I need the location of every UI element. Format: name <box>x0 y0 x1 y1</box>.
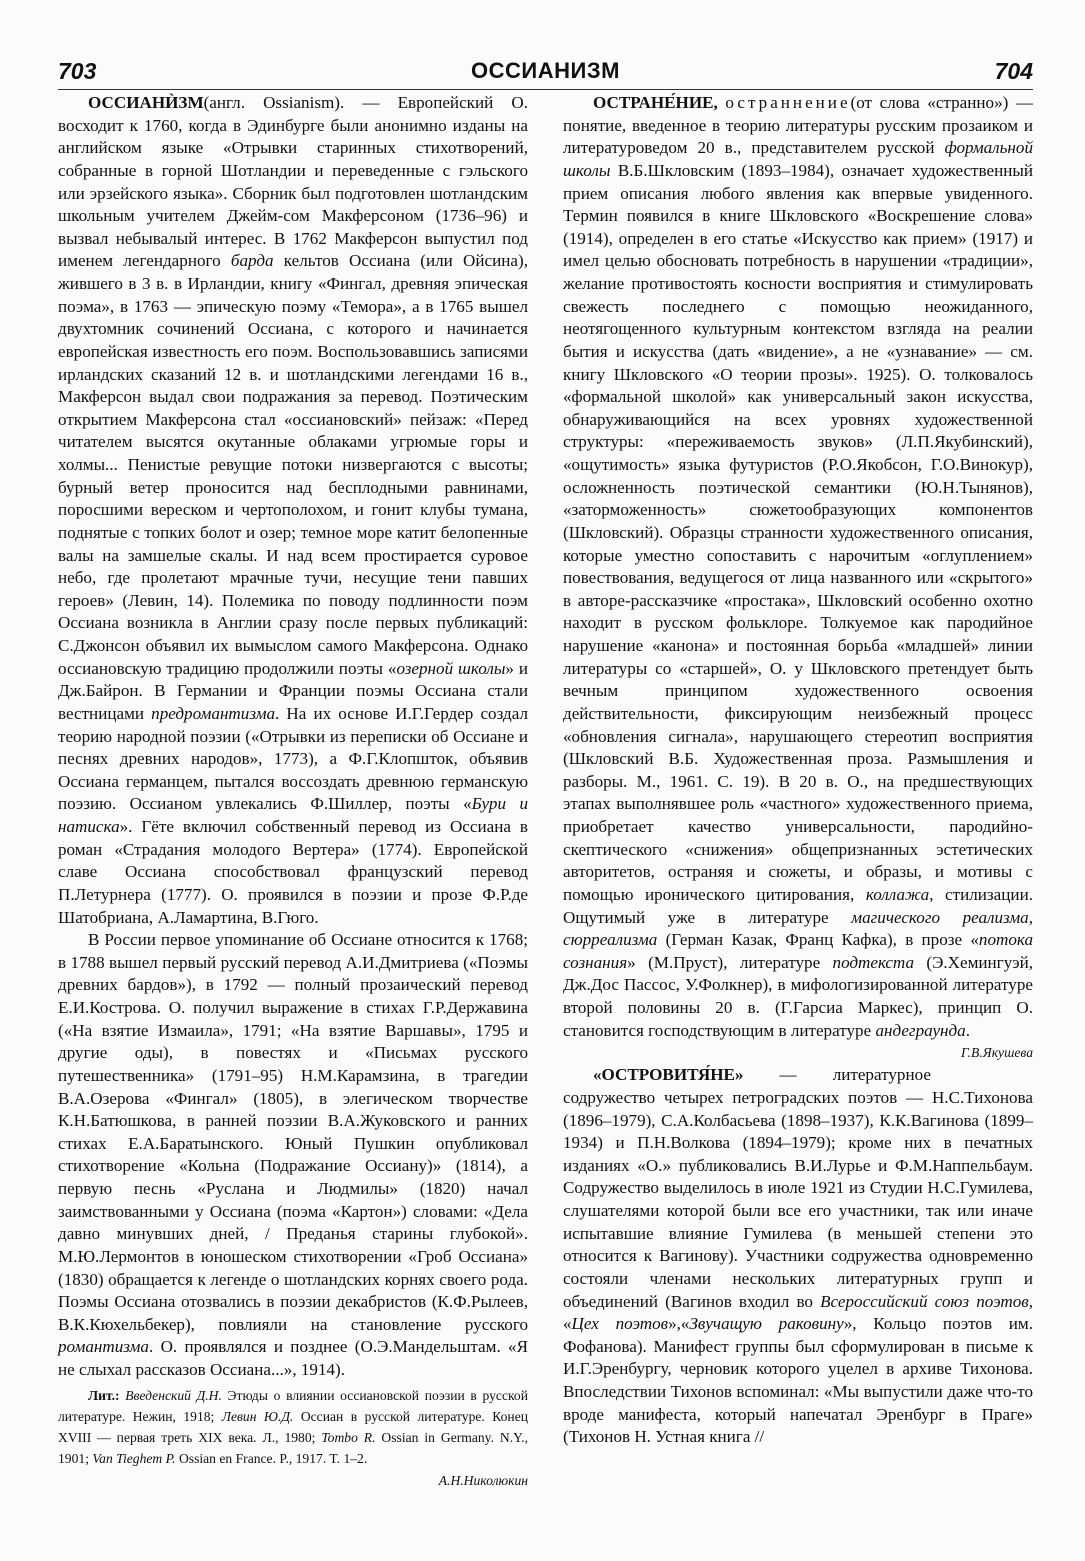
page-number-left: 703 <box>58 58 97 84</box>
article-ostranenie: ОСТРАНЕ́НИЕ, остраннение(от слова «странно») — понятие, введенное в теорию литературы русским прозаиком и литературоведом 20 в., представителем русской формальной школы В.Б.Шкловским (1893–1984), означает художественный прием описания любого явления как впервые увиденного. Термин появился в книге Шкловского «Воскрешение слова» (1914), определен в его статье «Искусство как прием» (1917) и имел целью обосновать потребность в нарушении «традиции», желание противостоять косности восприятия и стимулировать свежесть последнего с помощью неожиданного, неотягощенного культурным контекстом взгляда на реалии бытия и искусства (дать «видение», а не «узнавание» — см. книгу Шкловского «О теории прозы». 1925). О. толковалось «формальной школой» как универсальный закон искусства, обнаруживающийся на всех уровнях художественной структуры: «переживаемость звуков» (Л.П.Якубинский), «ощутимость» языка футуристов (Р.О.Якобсон, Г.О.Винокур), осложненность поэтической семантики (Ю.Н.Тынянов), «заторможенность» сюжетообразующих компонентов (Шкловский). Образцы странности художественного описания, которые уместно сопоставить с нарочитым «оглуплением» повествования, ведущегося от лица названного или «скрытого» в авторе-рассказчике «простака», Шкловский особенно охотно находит в русском фольклоре. Толкуемое как пародийное нарушение «канона» и постоянная борьба «младшей» линии литературы со «старшей», О. у Шкловского претендует быть вечным принципом художественного освоения действительности, фиксирующим неизбежный процесс «обновления сигнала», нарушающего стереотип восприятия (Шкловский В.Б. Художественная проза. Размышления и разборы. М., 1961. С. 19). В 20 в. О., на предшествующих этапах выполнявшее роль «частного» художественного приема, приобретает качество универсальности, пародийно-скептического «снижения» общепризнанных эстетических авторитетов, остраняя и сюжеты, и образы, и мотивы с помощью иронического цитирования, коллажа, стилизации. Ощутимый уже в литературе магического реализма, сюрреализма (Герман Казак, Франц Кафка), в прозе «потока сознания» (М.Пруст), литературе подтекста (Э.Хемингуэй, Дж.Дос Пассос, У.Фолкнер), в мифологизированной литературе второй половины 20 в. (Г.Гарсиа Маркес), принцип О. становится господствующим в литературе андеграунда. Г.В.Якушева <box>563 92 1033 1042</box>
headword-ossianism: ОССИАНЍЗМ <box>88 93 204 112</box>
right-column <box>563 92 1033 1493</box>
article-ossianism-p2: В России первое упоминание об Оссиане относится к 1768; в 1788 вышел первый русский перевод А.И.Дмитриева («Поэмы древних бардов»), в 1792 — полный прозаический перевод Е.И.Кострова. О. получил выражение в стихах Г.Р.Державина («На взятие Измаила», 1791; «На взятие Варшавы», 1795 и другие оды), в повестях и «Письмах русского путешественника» (1791–95) Н.М.Карамзина, в трагедии В.А.Озерова «Фингал» (1805), в элегическом творчестве К.Н.Батюшкова, в ранней поэзии В.А.Жуковского и ранних стихах Е.А.Баратынского. Юный Пушкин опубликовал стихотворение «Кольна (Подражание Оссиану)» (1814), а первую песнь «Руслана и Людмилы» (1820) начал заимствованными у Оссиана (поэма «Картон») словами: «Дела давно минувших дней, / Преданья старины глубокой». М.Ю.Лермонтов в юношеском стихотворении «Гроб Оссиана» (1830) обращается к легенде о шотландских корнях своего рода. Поэмы Оссиана отозвались в поэзии декабристов (К.Ф.Рылеев, В.К.Кюхельбекер), повлияли на становление русского романтизма. О. проявлялся и позднее (О.Э.Мандельштам. «Я не слыхал рассказов Оссиана...», 1914). <box>58 930 528 1379</box>
running-head <box>58 58 1033 90</box>
running-title: ОССИАНИЗМ <box>471 58 620 83</box>
header-rule <box>58 89 1033 90</box>
left-column <box>58 92 528 1493</box>
text-columns <box>58 92 1033 1493</box>
literature-list: Лит.: Введенский Д.Н. Этюды о влиянии оссиановской поэзии в русской литературе. Нежин, 1918; Левин Ю.Д. Оссиан в русской литературе. Конец XVIII — первая треть XIX века. Л., 1980; Tombo R. Ossian in Germany. N.Y., 1901; Van Tieghem P. Ossian en France. P., 1917. T. 1–2. <box>58 1387 529 1466</box>
headword-ostrovityane: «ОСТРОВИТЯ́НЕ» <box>593 1065 744 1085</box>
page-number-right: 704 <box>994 58 1033 84</box>
headword-variant: остраннение <box>725 93 851 112</box>
headword-ostranenie: ОСТРАНЕ́НИЕ, <box>593 93 718 112</box>
article-ostrovityane: «ОСТРОВИТЯ́НЕ» — литературное содружество четырех петроградских поэтов — Н.С.Тихонова (1896–1979), С.А.Колбасьева (1898–1937), К.К.Вагинова (1899–1934) и П.Н.Волкова (1894–1979); кроме них в печатных изданиях «О.» публиковались В.И.Лурье и Ф.М.Наппельбаум. Содружество выделилось в июле 1921 из Студии Н.С.Гумилева, слушателями которой были все его участники, так или иначе испытавшие влияние Гумилева (в меньшей степени это относится к Вагинову). Участники содружества одновременно состояли членами нескольких литературных групп и объединений (Вагинов входил во Всероссийский союз поэтов, «Цех поэтов»,«Звучащую раковину», Кольцо поэтов им. Фофанова). Манифест группы был сформулирован в письме к И.Г.Эренбургу, черновик которого уцелел в архиве Тихонова. Впоследствии Тихонов вспоминал: «Мы выпустили даже что-то вроде манифеста, который напечатал Эренбург в Праге» (Тихонов Н. Устная книга // <box>563 1065 1033 1447</box>
author-signature: Г.В.Якушева <box>960 1045 1033 1061</box>
author-signature: А.Н.Николюкин <box>438 1472 528 1488</box>
article-ossianism-p1: ОССИАНЍЗМ(англ. Ossianism). — Европейский О. восходит к 1760, когда в Эдинбурге были анонимно изданы на английском языке «Отрывки старинных стихотворений, собранные в горной Шотландии и переведенные с гэльского или эрзейского языка». Сборник был подготовлен шотландским школьным учителем Джейм-сом Макферсоном (1736–96) и вызвал небывалый интерес. В 1762 Макферсон выпустил под именем легендарного барда кельтов Оссиана (или Ойсина), жившего в 3 в. в Ирландии, книгу «Фингал, древняя эпическая поэма», в 1763 — эпическую поэму «Темора», а в 1765 вышел двухтомник сочинений Оссиана, с которого и начинается европейская известность его поэм. Воспользовавшись записями ирландских сказаний 12 в. и шотландскими легендами 16 в., Макферсон выдал свои подражания за перевод. Поэтическим открытием Макферсона стал «оссиановский» пейзаж: «Перед читателем высятся окутанные облаками угрюмые горы и холмы... Пенистые ревущие потоки низвергаются с высоты; бурный ветер проносится над бесплодными равнинами, поросшими вереском и чертополохом, и гонит клубы тумана, поднятые с топких болот и озер; темное море катит белопенные валы на замшелые скалы. И над всем простирается суровое небо, где пролетают мрачные тучи, несущие тени павших героев» (Левин, 14). Полемика по поводу подлинности поэм Оссиана возникла в Англии сразу после первых публикаций: С.Джонсон объявил их вымыслом самого Макферсона. Однако оссиановскую традицию продолжили поэты «озерной школы» и Дж.Байрон. В Германии и Франции поэмы Оссиана стали вестницами предромантизма. На их основе И.Г.Гердер создал теорию народной поэзии («Отрывки из переписки об Оссиане и песнях древних народов», 1773), а Ф.Г.Клопшток, объявив Оссиана германцем, пытался воссоздать древнюю германскую поэзию. Оссианом увлекались Ф.Шиллер, поэты «Бури и натиска». Гёте включил собственный перевод из Оссиана в роман «Страдания молодого Вертера» (1774). Европейской славе Оссиана способствовал французский перевод П.Летурнера (1777). О. проявился в поэзии и прозе Ф.Р.де Шатобриана, А.Ламартина, В.Гюго. <box>58 93 528 927</box>
